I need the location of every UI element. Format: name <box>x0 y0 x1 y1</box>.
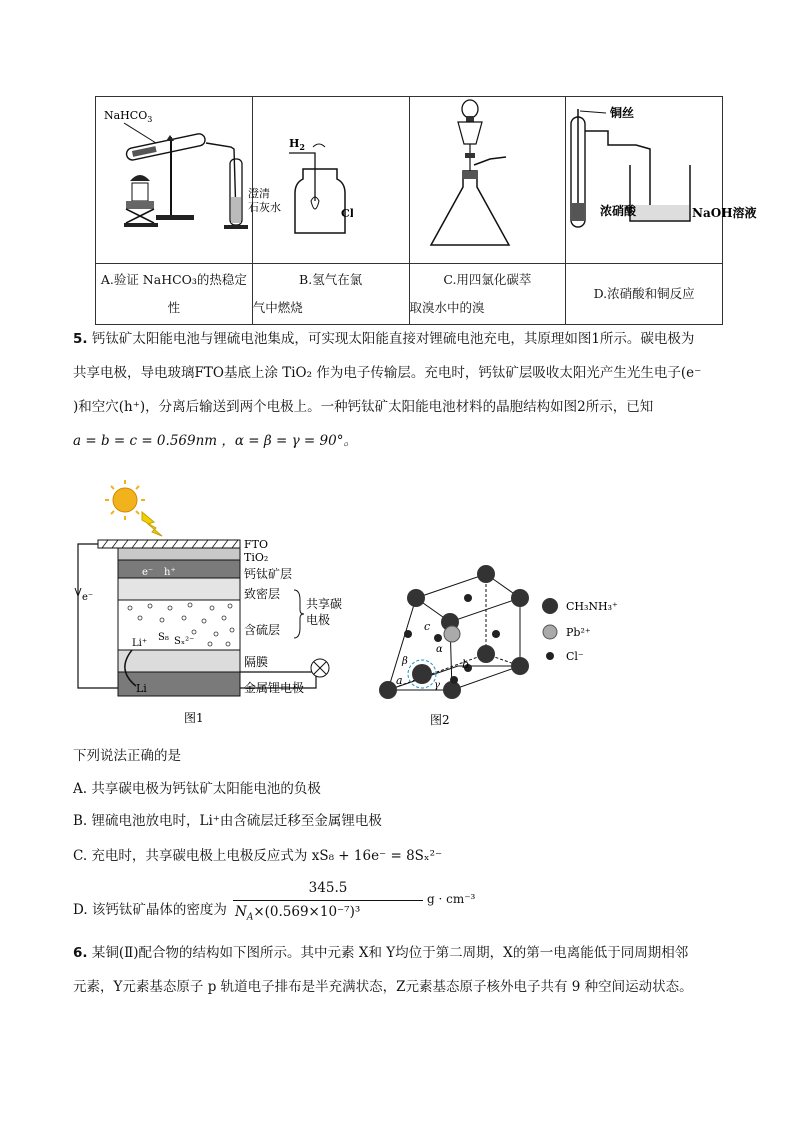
q5-line-1: 5. 钙钛矿太阳能电池与锂硫电池集成，可实现太阳能直接对锂硫电池充电，其原理如图1所示。碳电极为 <box>73 331 695 347</box>
li-metal-label: 金属锂电极 <box>244 681 305 695</box>
legend-ch3nh3-dot <box>542 598 558 614</box>
q5-stem: 下列说法正确的是 <box>73 748 181 764</box>
q6-line-1: 6. 某铜(Ⅱ)配合物的结构如下图所示。其中元素 X和 Y均位于第二周期，X的第一电离能低于同周期相邻 <box>73 945 689 961</box>
apparatus-a-cell <box>96 97 281 264</box>
sulfur-layer-label: 含硫层 <box>244 623 281 637</box>
alpha-label: α <box>436 644 443 655</box>
figure-2-unit-cell <box>372 558 632 728</box>
beta-label: β <box>402 656 408 667</box>
legend-pb: Pb²⁺ <box>566 626 591 639</box>
q5-line-3: )和空穴(h⁺)，分离后输送到两个电极上。一种钙钛矿太阳能电池材料的晶胞结构如图2所示，已知 <box>73 399 654 415</box>
q6-text <box>73 936 723 1004</box>
lightning-icon <box>142 512 162 536</box>
electron-label: e⁻ <box>142 567 154 578</box>
nahco3-label: NaHCO$_3$ <box>104 109 153 124</box>
q5-text <box>73 322 723 458</box>
caption-c: C.用四氯化碳萃 取溴水中的溴 <box>409 264 566 325</box>
caption-b: B.氢气在氯 气中燃烧 <box>252 264 409 325</box>
cl2-label: Cl <box>340 207 353 220</box>
legend-pb-dot <box>543 625 557 639</box>
shared-carbon-label-2: 电极 <box>306 613 331 627</box>
limewater-label-1: 澄清 <box>248 187 270 200</box>
s8-label: S₈ <box>158 632 169 643</box>
sx-label: Sₓ²⁻ <box>174 636 195 647</box>
legend-cl-dot <box>546 652 554 660</box>
q5-line-2: 共享电极，导电玻璃FTO基底上涂 TiO₂ 作为电子传输层。充电时，钙钛矿层吸收太阳光产生光生电子(e⁻ <box>73 365 702 381</box>
caption-a: A.验证 NaHCO₃的热稳定性 <box>96 264 253 325</box>
caption-d: D.浓硝酸和铜反应 <box>566 264 723 325</box>
q5-option-c: C. 充电时，共享碳电极上电极反应式为 xS₈ + 16e⁻ = 8Sₓ²⁻ <box>73 848 443 864</box>
q6-line-2: 元素，Y元素基态原子 p 轨道电子排布是半充满状态，Z元素基态原子核外电子共有 9 种空间运动状态。 <box>73 979 693 995</box>
limewater-label-2: 石灰水 <box>248 201 281 214</box>
gamma-label: γ <box>434 680 440 691</box>
h2-label: $H_2$ <box>288 137 305 152</box>
hole-label: h⁺ <box>164 567 176 578</box>
legend-cl: Cl⁻ <box>566 650 584 663</box>
dense-layer-label: 致密层 <box>244 587 281 601</box>
figure-1-battery <box>70 478 360 728</box>
figure-1-caption: 图1 <box>184 711 204 725</box>
sun-icon <box>105 480 145 520</box>
q5-option-a: A. 共享碳电极为钙钛矿太阳能电池的负极 <box>73 781 321 797</box>
apparatus-d-drawing <box>566 97 770 259</box>
apparatus-b-drawing <box>253 97 353 259</box>
figure-2-caption: 图2 <box>430 713 450 727</box>
apparatus-b-cell <box>252 97 409 264</box>
separator-label: 隔膜 <box>244 655 269 669</box>
apparatus-c-drawing <box>410 97 544 259</box>
legend-ch3nh3: CH₃NH₃⁺ <box>566 600 618 613</box>
axis-a-label: a <box>396 674 403 687</box>
exam-page: NaHCO$_3$ 澄清 石灰水 $H_2$ Cl 铜丝 浓硝酸 NaOH溶液 A.验证 NaHCO₃的热稳定性 B.氢气在氯 气中燃烧 C.用四氯化碳萃 取溴水中的溴 D.浓硝酸和铜反应 5. 钙钛矿太阳能电池与锂硫电池集成，可实现太阳能直接对锂硫电池充电，其原理如图1所示。碳电极为 共享电极，导电玻璃FTO基底上涂 TiO₂ 作为电子传输层。充电时，钙钛矿层吸收太阳光产生光生电子(e⁻ )和空穴(h⁺)，分离后输送到两个电极上。一种钙钛矿太阳能电池材料的晶胞结构如图2所示，已知 a = b = c = 0.569nm ，α = β = γ = 90°。 e⁻ h⁺ Li⁺ S₈ Sₓ²⁻ Li e⁻ FTO TiO₂ 钙钛矿层 致密层 含硫层 共享碳 电极 隔膜 金属锂电极 图1 c b a α β γ CH₃NH₃⁺ Pb²⁺ Cl⁻ 图2 下列说法正确的是 A. 共享碳电极为钙钛矿太阳能电池的负极 B. 锂硫电池放电时，Li⁺由含硫层迁移至金属锂电极 C. 充电时，共享碳电极上电极反应式为 xS₈ + 16e⁻ = 8Sₓ²⁻ D. 该钙钛矿晶体的密度为 345.5 $N_A\times(0.569\times 10^{-7})^3$ g · cm⁻³ 6. 某铜(Ⅱ)配合物的结构如下图所示。其中元素 X和 Y均位于第二周期，X的第一电离能低于同周期相邻 元素，Y元素基态原子 p 轨道电子排布是半充满状态，Z元素基态原子核外电子共有 9 种空间运动状态。 <box>0 0 794 1123</box>
axis-b-label: b <box>462 658 470 671</box>
li-plus-label: Li⁺ <box>132 638 148 649</box>
li-label: Li <box>136 682 147 695</box>
fto-label: FTO <box>244 538 268 551</box>
perovskite-label: 钙钛矿层 <box>244 567 293 581</box>
cu-wire-label: 铜丝 <box>610 106 635 120</box>
shared-carbon-label-1: 共享碳 <box>306 597 343 611</box>
tio2-label: TiO₂ <box>244 551 269 564</box>
q5-line-4: a = b = c = 0.569nm ，α = β = γ = 90°。 <box>73 433 357 449</box>
apparatus-c-cell <box>409 97 566 264</box>
axis-c-label: c <box>424 620 431 633</box>
naoh-label: NaOH溶液 <box>692 206 757 220</box>
apparatus-table <box>95 96 757 325</box>
q5-option-b: B. 锂硫电池放电时，Li⁺由含硫层迁移至金属锂电极 <box>73 813 382 829</box>
conc-hno3-label: 浓硝酸 <box>600 204 637 218</box>
apparatus-d-cell <box>566 97 757 264</box>
e-external-label: e⁻ <box>82 592 94 603</box>
